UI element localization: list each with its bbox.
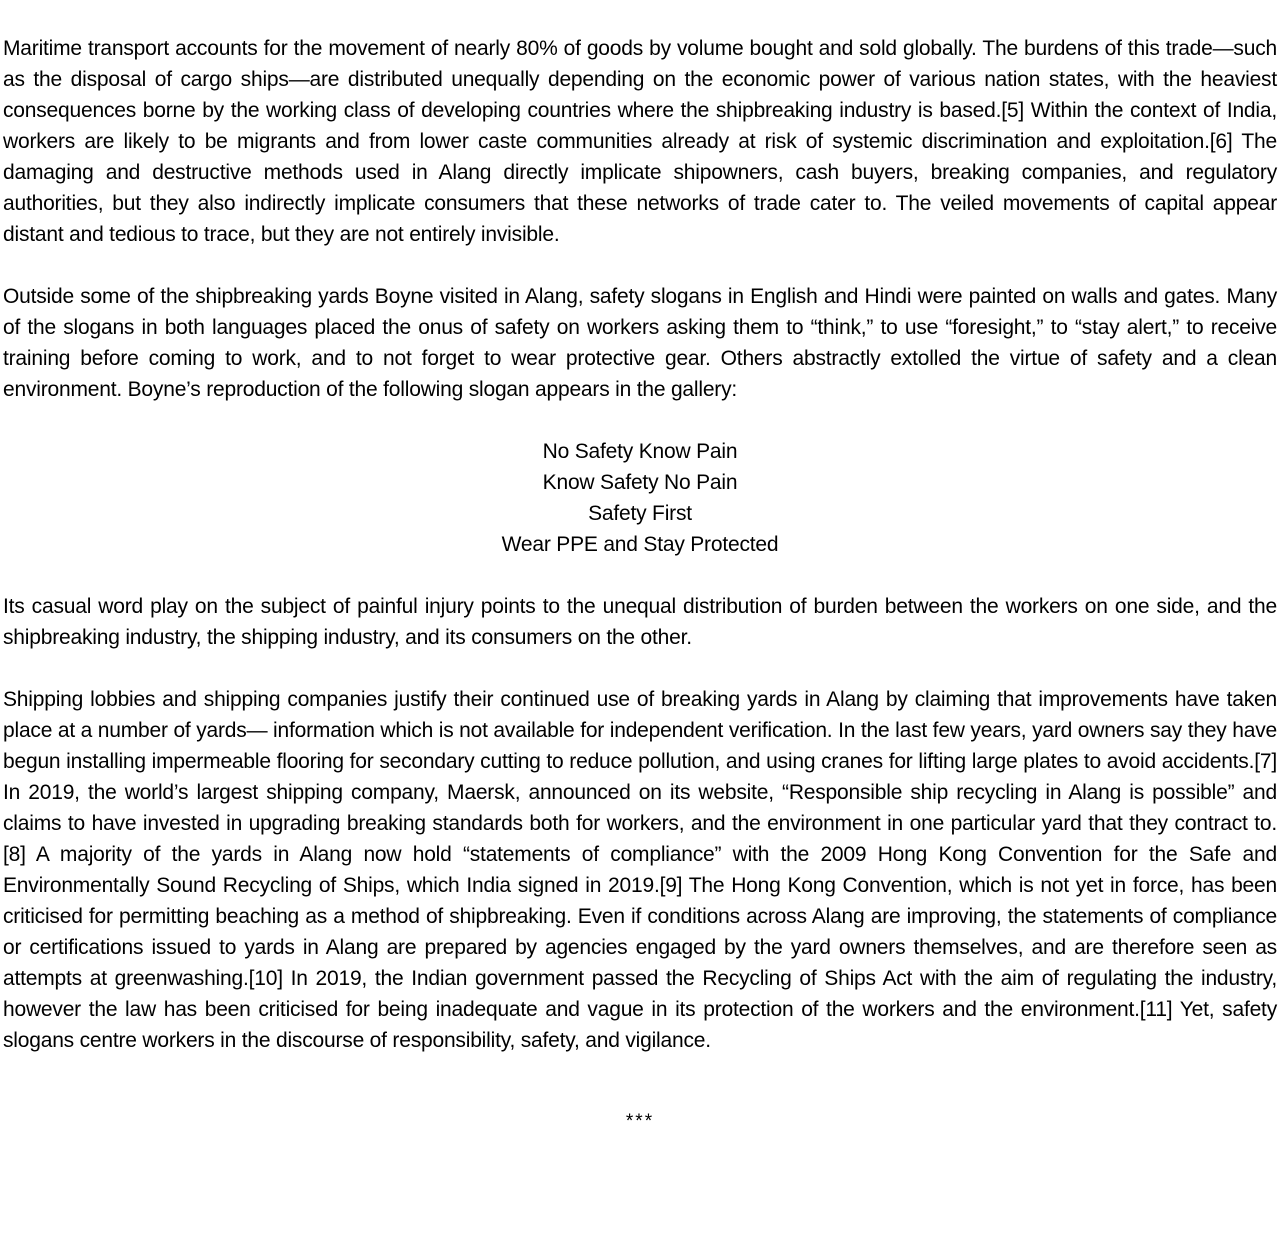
section-divider: *** [625,1111,655,1132]
slogan-line-2: Know Safety No Pain [542,471,738,494]
slogan-line-3: Safety First [588,502,692,525]
slogan-line-1: No Safety Know Pain [542,440,738,463]
paragraph-safety-slogans: Outside some of the shipbreaking yards Boyne visited in Alang, safety slogans in English and Hindi were painted on walls and gates. Many of the slogans in both languages placed the onus of safety on workers asking them to “think,” to use “foresight,” to “stay alert,” to receive training before coming to work, and to not forget to wear protective gear. Others abstractly extolled the virtue of safety and a clean environment. Boyne’s reproduction of the following slogan appears in the gallery: [3,285,1277,401]
paragraph-word-play: Its casual word play on the subject of painful injury points to the unequal distribution of burden between the workers on one side, and the shipbreaking industry, the shipping industry, and its consumers on the other. [3,595,1277,649]
paragraph-shipping-lobbies: Shipping lobbies and shipping companies justify their continued use of breaking yards in Alang by claiming that improvements have taken place at a number of yards— information which is not available for independent verification. In the last few years, yard owners say they have begun installing impermeable flooring for secondary cutting to reduce pollution, and using cranes for lifting large plates to avoid accidents.[7] In 2019, the world’s largest shipping company, Maersk, announced on its website, “Responsible ship recycling in Alang is possible” and claims to have invested in upgrading breaking standards both for workers, and the environment in one particular yard that they contract to.[8] A majority of the yards in Alang now hold “statements of compliance” with the 2009 Hong Kong Convention for the Safe and Environmentally Sound Recycling of Ships, which India signed in 2019.[9] The Hong Kong Convention, which is not yet in force, has been criticised for permitting beaching as a method of shipbreaking. Even if conditions across Alang are improving, the statements of compliance or certifications issued to yards in Alang are prepared by agencies engaged by the yard owners themselves, and are therefore seen as attempts at greenwashing.[10] In 2019, the Indian government passed the Recycling of Ships Act with the aim of regulating the industry, however the law has been criticised for being inadequate and vague in its protection of the workers and the environment.[11] Yet, safety slogans centre workers in the discourse of responsibility, safety, and vigilance. [3,688,1277,1052]
slogan-block [3,436,1277,560]
slogan-line-4: Wear PPE and Stay Protected [501,533,779,556]
paragraph-maritime-transport: Maritime transport accounts for the movement of nearly 80% of goods by volume bought and sold globally. The burdens of this trade—such as the disposal of cargo ships—are distributed unequally depending on the economic power of various nation states, with the heaviest consequences borne by the working class of developing countries where the shipbreaking industry is based.[5] Within the context of India, workers are likely to be migrants and from lower caste communities already at risk of systemic discrimination and exploitation.[6] The damaging and destructive methods used in Alang directly implicate shipowners, cash buyers, breaking companies, and regulatory authorities, but they also indirectly implicate consumers that these networks of trade cater to. The veiled movements of capital appear distant and tedious to trace, but they are not entirely invisible. [3,37,1277,246]
